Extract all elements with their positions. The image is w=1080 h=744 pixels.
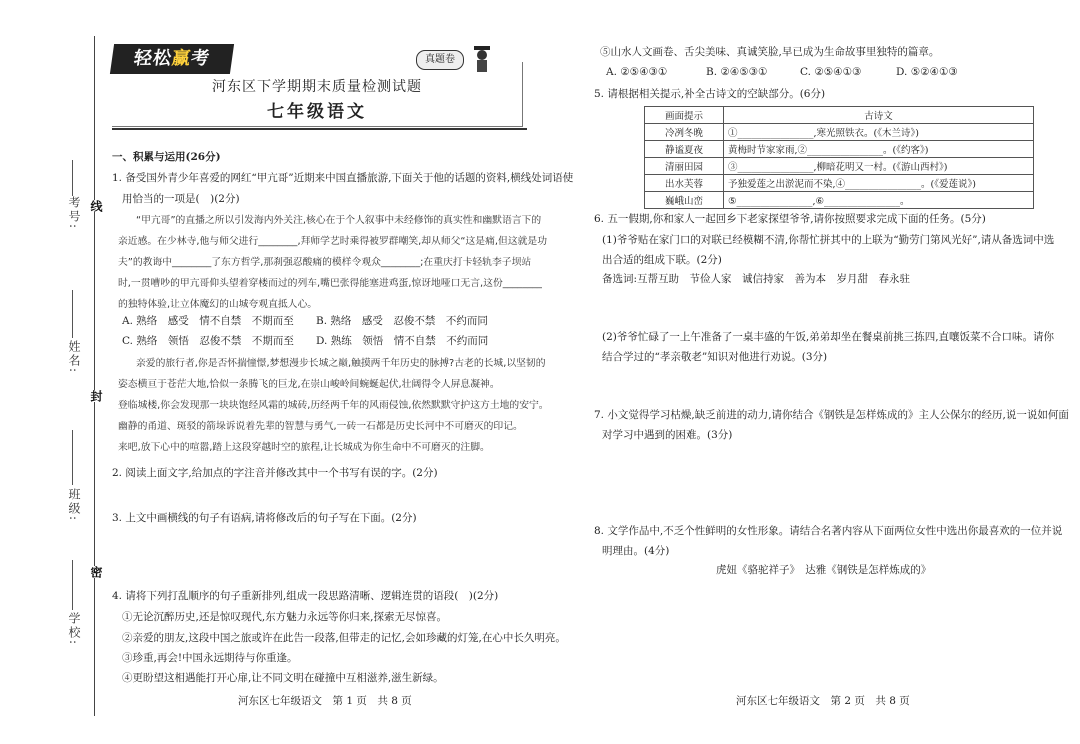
- passage1-line2: 亲近感。在少林寺,他与师父进行________,拜师学艺时乘得被罗群嘲笑,却从师父“这是痛,但这就是功: [118, 236, 548, 247]
- passage2-line4: 幽静的甬道、斑驳的箭垛诉说着先辈的智慧与勇气,一砖一石都是历史长河中不可磨灭的印记。: [118, 421, 523, 432]
- q1-stem-line1: 1. 备受国外青少年喜爱的网红“甲亢哥”近期来中国直播旅游,下面关于他的话题的资料,横线处词语使: [112, 172, 574, 184]
- class-blank: [72, 430, 73, 485]
- table-header-poem: 古诗文: [724, 107, 1034, 124]
- passage1-line4: 时,一贯嘈吵的甲亢哥仰头望着穿楼而过的列车,嘴巴张得能塞进鸡蛋,惊讶地哑口无言,这份________: [118, 278, 542, 289]
- class-label: 班级:: [67, 488, 81, 523]
- exam-number-blank: [72, 160, 73, 196]
- q1-stem-line2: 用恰当的一项是( )(2分): [122, 193, 240, 205]
- q6-candidate-words: 备选词:互帮互助 节俭人家 诚信持家 善为本 岁月甜 春永驻: [602, 273, 911, 285]
- table-row: [645, 192, 1034, 209]
- table-cell-poem[interactable]: 予独爱莲之出淤泥而不染,④________________。(《爱莲说》): [724, 175, 1034, 192]
- passage2-line2: 姿态横亘于苍茫大地,恰似一条腾飞的巨龙,在崇山峻岭间蜿蜒起伏,壮阔得令人屏息凝神。: [118, 379, 500, 390]
- q6-part2-line2: 结合学过的“孝亲敬老”知识对他进行劝说。(3分): [602, 351, 828, 363]
- q7-stem-line2: 对学习中遇到的困难。(3分): [602, 429, 733, 441]
- table-cell-hint: 巍峨山峦: [645, 192, 724, 209]
- q4-item-3: ③珍重,再会!中国永远期待与你重逢。: [122, 652, 298, 664]
- passage2-line5: 来吧,放下心中的喧嚣,踏上这段穿越时空的旅程,让长城成为你生命中不可磨灭的注脚。: [118, 442, 490, 453]
- q1-option-c[interactable]: C. 熟络 领悟 忍俊不禁 不期而至: [122, 335, 294, 347]
- q1-option-a[interactable]: A. 熟络 感受 情不自禁 不期而至: [122, 315, 294, 327]
- q6-stem: 6. 五一假期,你和家人一起回乡下老家探望爷爷,请你按照要求完成下面的任务。(5分): [594, 213, 986, 225]
- passage2-line1: 亲爱的旅行者,你是否怀揣憧憬,梦想漫步长城之巅,触摸两千年历史的脉搏?古老的长城,以坚韧的: [136, 358, 546, 369]
- q4-option-d[interactable]: D. ⑤②④①③: [896, 66, 958, 78]
- table-cell-poem[interactable]: 黄梅时节家家雨,②________________。(《约客》): [724, 141, 1034, 158]
- q8-stem-line2: 明理由。(4分): [602, 545, 670, 557]
- q4-item-2: ②亲爱的朋友,这段中国之旅或许在此告一段落,但带走的记忆,会如珍藏的灯笼,在心中长久明亮。: [122, 632, 566, 644]
- q8-book-options: 虎妞《骆驼祥子》 达雅《钢铁是怎样炼成的》: [716, 564, 932, 576]
- table-cell-poem[interactable]: ①________________,寒光照铁衣。(《木兰诗》): [724, 124, 1034, 141]
- q2-stem: 2. 阅读上面文字,给加点的字注音并修改其中一个书写有误的字。(2分): [112, 467, 438, 479]
- school-label: 学校:: [67, 612, 81, 647]
- q3-stem: 3. 上文中画横线的句子有语病,请将修改后的句子写在下面。(2分): [112, 512, 417, 524]
- q4-option-b[interactable]: B. ②④⑤③①: [706, 66, 768, 78]
- brand-logo: 轻松赢考: [110, 44, 234, 74]
- q7-stem-line1: 7. 小文觉得学习枯燥,缺乏前进的动力,请你结合《钢铁是怎样炼成的》主人公保尔的经历,说一说如何面: [594, 409, 1069, 421]
- name-blank: [72, 290, 73, 338]
- poem-table-header: [645, 107, 1034, 124]
- table-row: [645, 141, 1034, 158]
- mascot-icon: [470, 44, 494, 74]
- poem-table: [644, 106, 1034, 209]
- table-cell-hint: 冷冽冬晚: [645, 124, 724, 141]
- q4-item-1: ①无论沉醉历史,还是惊叹现代,东方魅力永远等你归来,探索无尽惊喜。: [122, 611, 448, 623]
- page2-footer: 河东区七年级语文 第 2 页 共 8 页: [736, 695, 910, 707]
- table-cell-hint: 静谧夏夜: [645, 141, 724, 158]
- seal-mark-feng: 封: [89, 390, 103, 402]
- exam-subtitle: 七年级语文: [267, 102, 367, 122]
- q1-option-d[interactable]: D. 熟练 领悟 情不自禁 不约而同: [316, 335, 489, 347]
- table-cell-hint: 出水芙蓉: [645, 175, 724, 192]
- table-row: [645, 175, 1034, 192]
- q4-option-c[interactable]: C. ②⑤④①③: [800, 66, 862, 78]
- exam-title: 河东区下学期期末质量检测试题: [212, 79, 422, 95]
- page1-footer: 河东区七年级语文 第 1 页 共 8 页: [238, 695, 412, 707]
- passage2-line3: 登临城楼,你会发现那一块块饱经风霜的城砖,历经两千年的风雨侵蚀,依然默默守护这方土地的安宁。: [118, 400, 549, 411]
- table-row: [645, 124, 1034, 141]
- passage1-line3: 夫”的教诲中________了东方哲学,那刹强忍酸痛的模样令观众________;在重庆打卡轻轨李子坝站: [118, 257, 532, 268]
- table-row: [645, 158, 1034, 175]
- q4-option-a[interactable]: A. ②⑤④③①: [606, 66, 668, 78]
- binding-line: [94, 36, 95, 716]
- real-exam-badge: 真题卷: [416, 50, 464, 70]
- seal-mark-xian: 线: [89, 200, 103, 212]
- q6-part1-line1: (1)爷爷贴在家门口的对联已经模糊不清,你帮忙拼其中的上联为“勤劳门第风光好”,请从备选词中选: [602, 234, 1055, 246]
- seal-mark-mi: 密: [89, 566, 103, 578]
- table-cell-poem[interactable]: ③________________,柳暗花明又一村。(《游山西村》): [724, 158, 1034, 175]
- q8-stem-line1: 8. 文学作品中,不乏个性鲜明的女性形象。请结合名著内容从下面两位女性中选出你最喜欢的一位并说: [594, 525, 1063, 537]
- table-cell-poem[interactable]: ⑤________________,⑥________________。: [724, 192, 1034, 209]
- passage1-line1: “甲亢哥”的直播之所以引发海内外关注,核心在于个人叙事中未经修饰的真实性和幽默语言下的: [136, 215, 542, 226]
- q4-item-4: ④更盼望这相遇能打开心扉,让不同文明在碰撞中互相滋养,滋生新绿。: [122, 672, 444, 684]
- q4-stem: 4. 请将下列打乱顺序的句子重新排列,组成一段思路清晰、逻辑连贯的语段( )(2分): [112, 590, 499, 602]
- header-divider: [112, 128, 527, 130]
- passage1-line5: 的独特体验,让立体魔幻的山城夸观直抵人心。: [118, 299, 318, 310]
- q6-part1-line2: 出合适的组成下联。(2分): [602, 254, 722, 266]
- school-blank: [72, 560, 73, 610]
- exam-number-label: 考号:: [67, 196, 81, 231]
- q1-option-b[interactable]: B. 熟络 感受 忍俊不禁 不约而同: [316, 315, 488, 327]
- q6-part2-line1: (2)爷爷忙碌了一上午准备了一桌丰盛的午饭,弟弟却坐在餐桌前挑三拣四,直嚷饭菜不合口味。请你: [602, 331, 1055, 343]
- q5-stem: 5. 请根据相关提示,补全古诗文的空缺部分。(6分): [594, 88, 826, 100]
- table-header-hint: 画面提示: [645, 107, 724, 124]
- section-heading: 一、积累与运用(26分): [112, 151, 221, 163]
- table-cell-hint: 清丽田园: [645, 158, 724, 175]
- name-label: 姓名:: [67, 340, 81, 375]
- q4-item-5: ⑤山水人文画卷、舌尖美味、真诚笑脸,早已成为生命故事里独特的篇章。: [600, 46, 940, 58]
